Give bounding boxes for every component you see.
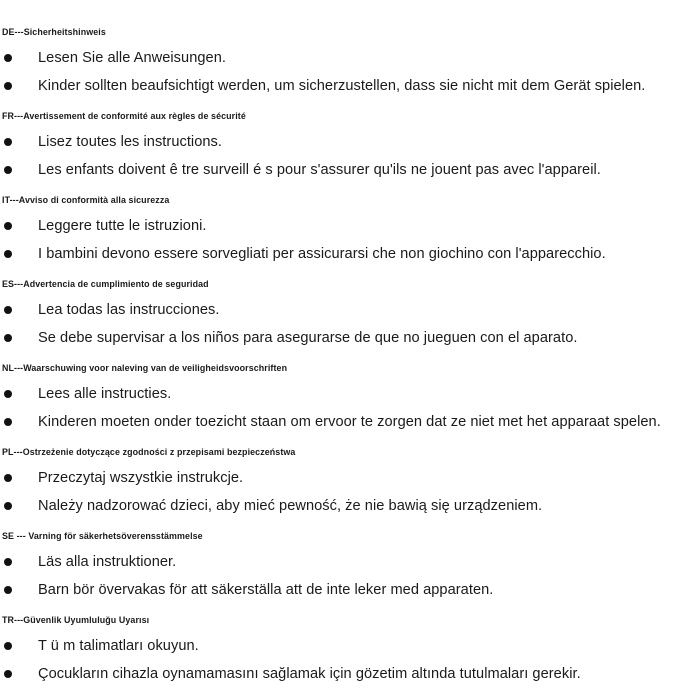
list-item-text: Należy nadzorować dzieci, aby mieć pewność, że nie bawią się urządzeniem. [38, 497, 543, 514]
bullet-icon [4, 82, 12, 90]
bullet-icon [4, 334, 12, 342]
bullet-icon [4, 306, 12, 314]
section-de [0, 22, 700, 106]
bullet-icon [4, 642, 12, 650]
section-fr [0, 106, 700, 190]
list-item-text: I bambini devono essere sorvegliati per assicurarsi che non giochino con l'apparecchio. [38, 245, 606, 262]
list-item-text: Se debe supervisar a los niños para asegurarse de que no jueguen con el aparato. [38, 329, 578, 346]
section-heading: FR---Avertissement de conformité aux règles de sécurité [2, 111, 246, 121]
section-heading: NL---Waarschuwing voor naleving van de veiligheidsvoorschriften [2, 363, 288, 373]
section-heading: DE---Sicherheitshinweis [2, 27, 106, 37]
section-heading: SE --- Varning för säkerhetsöverensstämmelse [2, 531, 203, 541]
list-item [0, 51, 700, 79]
list-item [0, 415, 700, 443]
list-item-text: Przeczytaj wszystkie instrukcje. [38, 470, 244, 486]
bullet-icon [4, 474, 12, 482]
bullet-icon [4, 670, 12, 678]
section-tr [0, 610, 700, 694]
bullet-icon [4, 558, 12, 566]
list-item-text: Läs alla instruktioner. [38, 554, 177, 570]
list-item [0, 667, 700, 695]
list-item-text: Lesen Sie alle Anweisungen. [38, 50, 226, 66]
list-item [0, 387, 700, 415]
section-es [0, 274, 700, 358]
list-item [0, 219, 700, 247]
section-heading: IT---Avviso di conformità alla sicurezza [2, 195, 170, 205]
list-item-text: Les enfants doivent ê tre surveill é s pour s'assurer qu'ils ne jouent pas avec l'appareil. [38, 161, 601, 178]
bullet-icon [4, 250, 12, 258]
list-item-text: Lisez toutes les instructions. [38, 134, 223, 150]
list-item-text: Kinderen moeten onder toezicht staan om ervoor te zorgen dat ze niet met het apparaat spelen. [38, 413, 661, 430]
list-item [0, 79, 700, 107]
list-item [0, 247, 700, 275]
bullet-icon [4, 138, 12, 146]
list-item [0, 499, 700, 527]
bullet-icon [4, 166, 12, 174]
list-item [0, 583, 700, 611]
section-se [0, 526, 700, 610]
section-heading: PL---Ostrzeżenie dotyczące zgodności z przepisami bezpieczeństwa [2, 447, 296, 457]
list-item [0, 135, 700, 163]
list-item [0, 303, 700, 331]
bullet-icon [4, 502, 12, 510]
list-item-text: T ü m talimatları okuyun. [38, 638, 199, 654]
section-nl [0, 358, 700, 442]
safety-notice-document [0, 22, 700, 694]
section-heading: ES---Advertencia de cumplimiento de seguridad [2, 279, 209, 289]
bullet-icon [4, 390, 12, 398]
list-item [0, 163, 700, 191]
list-item-text: Çocukların cihazla oynamamasını sağlamak için gözetim altında tutulmaları gerekir. [38, 665, 581, 682]
bullet-icon [4, 222, 12, 230]
bullet-icon [4, 586, 12, 594]
list-item [0, 639, 700, 667]
section-it [0, 190, 700, 274]
section-pl [0, 442, 700, 526]
list-item [0, 331, 700, 359]
bullet-icon [4, 54, 12, 62]
list-item-text: Kinder sollten beaufsichtigt werden, um sicherzustellen, dass sie nicht mit dem Gerät spielen. [38, 77, 646, 94]
list-item-text: Barn bör övervakas för att säkerställa att de inte leker med apparaten. [38, 581, 494, 598]
list-item [0, 471, 700, 499]
list-item [0, 555, 700, 583]
section-heading: TR---Güvenlik Uyumluluğu Uyarısı [2, 615, 150, 625]
bullet-icon [4, 418, 12, 426]
list-item-text: Leggere tutte le istruzioni. [38, 218, 207, 234]
list-item-text: Lea todas las instrucciones. [38, 302, 220, 318]
list-item-text: Lees alle instructies. [38, 386, 172, 402]
